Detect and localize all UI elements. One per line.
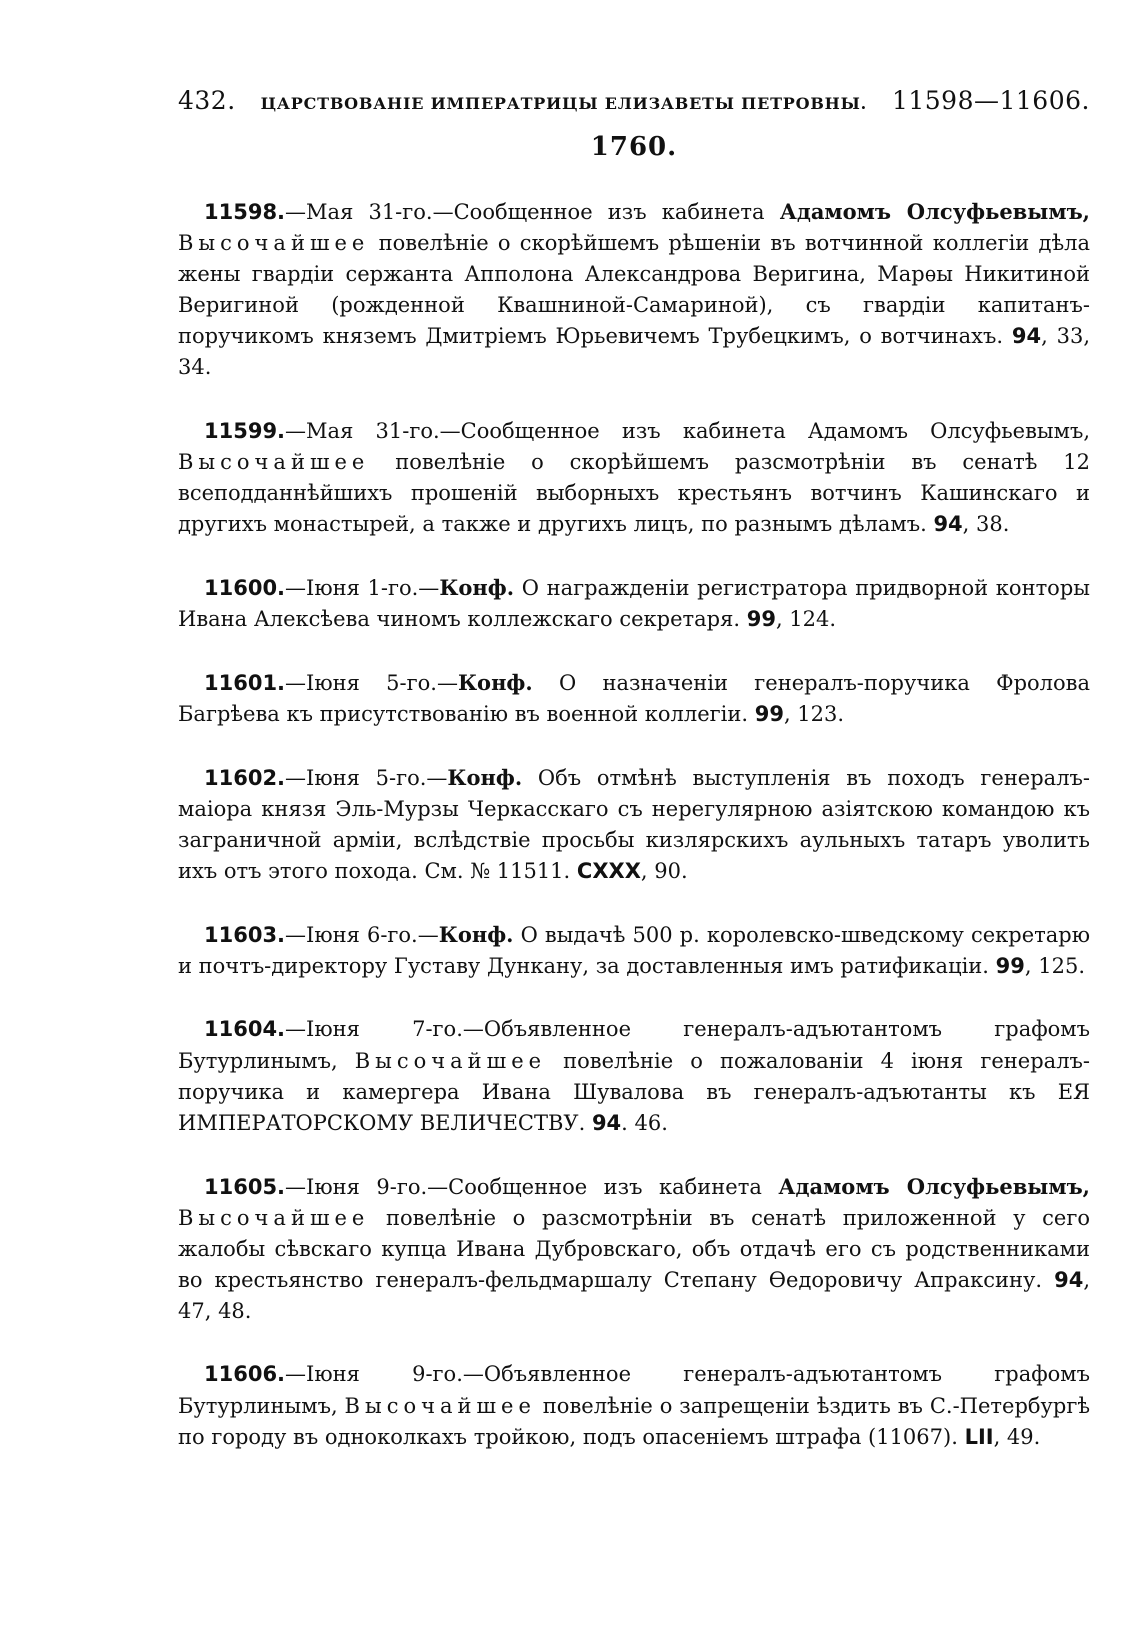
entry-bold-text: Адамомъ Олсуфьевымъ, [778, 1174, 1090, 1199]
entry-source-ref: 94 [1011, 324, 1042, 348]
entry-11604 [178, 1014, 1090, 1139]
entry-source-ref: 99 [746, 607, 776, 631]
entry-source-ref: 99 [995, 954, 1025, 978]
entry-pages: , 90. [640, 859, 688, 883]
entry-bold-text: Адамомъ Олсуфьевымъ, [779, 199, 1090, 224]
page-number: 432. [178, 86, 236, 115]
entry-source-ref: 99 [754, 702, 784, 726]
entry-number: 11598. [204, 200, 286, 224]
entry-date: —Мая 31-го.— [285, 419, 461, 443]
document-page [178, 86, 1090, 1485]
entry-date: —Іюня 5-го.— [285, 766, 448, 790]
entry-date: —Іюня 1-го.— [285, 576, 440, 600]
running-title: ЦАРСТВОВАНІЕ ИМПЕРАТРИЦЫ ЕЛИЗАВЕТЫ ПЕТРОВНЫ. [260, 94, 867, 113]
entry-pages: , 125. [1024, 954, 1085, 978]
entry-number: 11600. [204, 576, 286, 600]
entry-bold-text: Конф. [439, 575, 515, 600]
entry-text: повелѣніе о запрещеніи ѣздить въ С.-Петербургѣ по городу въ одноколкахъ тройкою, подъ опасеніемъ штрафа (11067). [178, 1394, 1090, 1449]
entry-text: Сообщенное изъ кабинета Адамомъ Олсуфьевымъ, [460, 419, 1090, 443]
entry-number: 11603. [204, 923, 286, 947]
entry-date: —Іюня 9-го.— [285, 1362, 484, 1386]
entry-source-ref: 94 [933, 512, 963, 536]
entry-number: 11604. [204, 1017, 286, 1041]
entry-text: Объявленное генералъ-адъютантомъ графомъ Бутурлинымъ, [178, 1362, 1090, 1418]
entry-text: Объявленное генералъ-адъютантомъ графомъ Бутурлинымъ, [178, 1017, 1090, 1073]
entry-pages: , 124. [775, 607, 837, 631]
entry-number: 11606. [204, 1362, 286, 1386]
entry-number: 11605. [204, 1175, 286, 1199]
entry-pages: , 123. [783, 702, 845, 726]
entry-11603 [178, 919, 1090, 982]
entry-text: О выдачѣ 500 р. королевско-шведскому секретарю и почтъ-директору Густаву Дункану, за доставленныя имъ ратификаціи. [178, 923, 1091, 978]
entry-date: —Мая 31-го.— [285, 200, 454, 224]
entry-spaced-text: Высочайшее [344, 1394, 536, 1418]
entry-date: —Іюня 9-го.— [285, 1175, 449, 1199]
entry-date: —Іюня 7-го.— [285, 1017, 484, 1041]
entry-number: 11602. [204, 766, 286, 790]
entry-pages: , 47, 48. [178, 1268, 1090, 1323]
entry-text: повелѣніе о скорѣйшемъ разсмотрѣніи въ сенатѣ 12 всеподданнѣйшихъ прошеній выборныхъ крестьянъ вотчинъ Кашинскаго и другихъ монастырей, а также и другихъ лицъ, по разнымъ дѣламъ. [178, 450, 1090, 536]
entry-11599 [178, 415, 1090, 540]
entry-range: 11598—11606. [891, 86, 1090, 115]
entry-date: —Іюня 5-го.— [285, 671, 458, 695]
entry-source-ref: 94 [591, 1111, 622, 1135]
entry-number: 11599. [204, 419, 286, 443]
entry-source-ref: 94 [1054, 1268, 1084, 1292]
entry-text: Сообщенное изъ кабинета [453, 200, 780, 224]
entry-11602 [178, 762, 1090, 887]
entry-pages: . 46. [621, 1111, 668, 1135]
page-header [178, 86, 1090, 126]
entry-text: Сообщенное изъ кабинета [448, 1175, 779, 1199]
entry-text: О назначеніи генералъ-поручика Фролова Багрѣева къ присутствованію въ военной коллегіи. [178, 671, 1090, 726]
entry-text: повелѣніе о разсмотрѣніи въ сенатѣ приложенной у сего жалобы сѣвскаго купца Ивана Дубровскаго, объ отдачѣ его съ родственниками во крестьянство генералъ-фельдмаршалу Степану Ѳедоровичу Апраксину. [178, 1206, 1090, 1292]
entry-number: 11601. [204, 671, 286, 695]
entry-bold-text: Конф. [447, 765, 523, 790]
entry-source-ref: CXXX [576, 859, 641, 883]
entry-11598 [178, 196, 1090, 383]
entry-source-ref: LII [964, 1425, 994, 1449]
entry-spaced-text: Высочайшее [178, 1206, 370, 1230]
entry-bold-text: Конф. [457, 670, 533, 695]
entry-pages: , 38. [962, 512, 1010, 536]
entry-spaced-text: Высочайшее [178, 231, 370, 255]
entry-pages: , 33, 34. [178, 324, 1091, 379]
year-heading: 1760. [590, 132, 678, 162]
entry-11606 [178, 1359, 1090, 1453]
entry-spaced-text: Высочайшее [178, 450, 370, 474]
entry-spaced-text: Высочайшее [354, 1049, 547, 1073]
entry-pages: , 49. [993, 1425, 1041, 1449]
entry-text: повелѣніе о скорѣйшемъ рѣшеніи въ вотчинной коллегіи дѣла жены гвардіи сержанта Апполона Александрова Веригина, Марѳы Никитиной Веригиной (рожденной Квашниной-Самариной), съ гвардіи капитанъ-поручикомъ княземъ Дмитріемъ Юрьевичемъ Трубецкимъ, о вотчинахъ. [178, 231, 1090, 348]
entry-date: —Іюня 6-го.— [285, 923, 439, 947]
entry-11605 [178, 1171, 1090, 1327]
entry-text: Объ отмѣнѣ выступленія въ походъ генералъ-маіора князя Эль-Мурзы Черкасскаго съ нерегулярною азіятскою командою къ заграничной арміи, вслѣдствіе просьбы кизлярскихъ аульныхъ татаръ уволить ихъ отъ этого похода. См. № 11511. [178, 766, 1090, 883]
entry-bold-text: Конф. [438, 922, 514, 947]
entry-11600 [178, 572, 1090, 635]
entry-text: О награжденіи регистратора придворной конторы Ивана Алексѣева чиномъ коллежскаго секретаря. [178, 576, 1090, 631]
entry-text: повелѣніе о пожалованіи 4 іюня генералъ-поручика и камергера Ивана Шувалова въ генералъ-адъютанты къ ЕЯ ИМПЕРАТОРСКОМУ ВЕЛИЧЕСТВУ. [178, 1049, 1090, 1135]
entry-11601 [178, 667, 1090, 730]
